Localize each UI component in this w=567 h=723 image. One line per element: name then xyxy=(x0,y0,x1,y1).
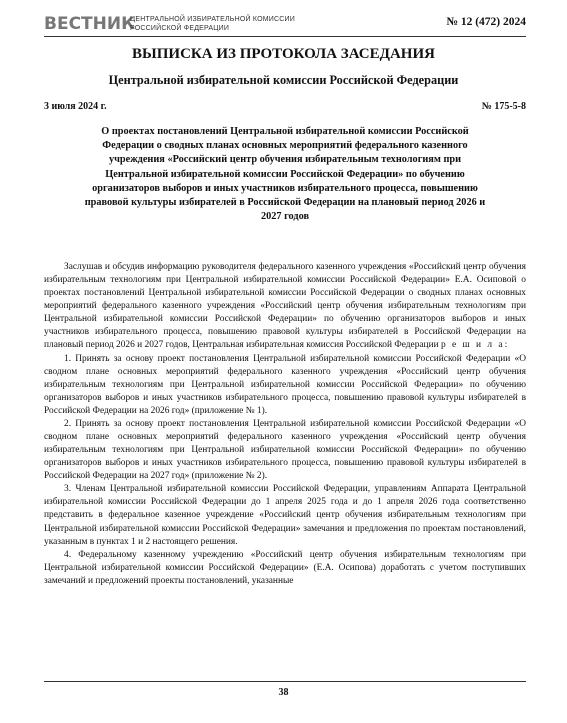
doc-date: 3 июля 2024 г. xyxy=(44,101,107,112)
decree-title: О проектах постановлений Центральной избирательной комиссии Российской Федерации о сводных планах основных мероприятий федерального казенного учреждения «Российский центр обучения избирательным технологиям при Центральной избирательной комиссии Российской Федерации» по обучению организаторов выборов и иных участников избирательного процесса, повышению правовой культуры избирателей в Российской Федерации на плановый период 2026 и 2027 годов xyxy=(84,126,486,223)
journal-header xyxy=(44,12,526,37)
intro-paragraph: Заслушав и обсудив информацию руководителя федерального казенного учреждения «Российский центр обучения избирательным технологиям при Центральной избирательной комиссии Российской Федерации» Е.А. Осиповой о проектах постановлений Центральной избирательной комиссии Российской Федерации о сводных планах основных мероприятий федерального казенного учреждения «Российский центр обучения избирательным технологиям при Центральной избирательной комиссии Российской Федерации» по обучению организаторов выборов и иных участников избирательного процесса, повышению правовой культуры избирателей в Российской Федерации на плановый период 2026 и 2027 годов, Центральная избирательная комиссия Российской Федерации р е ш и л а: xyxy=(44,262,526,351)
page-number: 38 xyxy=(278,687,289,698)
doc-title: ВЫПИСКА ИЗ ПРОТОКОЛА ЗАСЕДАНИЯ xyxy=(132,46,435,62)
journal-org: ЦЕНТРАЛЬНОЙ ИЗБИРАТЕЛЬНОЙ КОМИССИИ РОССИЙСКОЙ ФЕДЕРАЦИИ xyxy=(130,16,295,32)
journal-logo: ВЕСТНИК xyxy=(44,14,135,34)
resolves-word: р е ш и л а: xyxy=(440,340,510,351)
doc-subtitle: Центральной избирательной комиссии Российской Федерации xyxy=(108,73,459,87)
paragraph-3: 3. Членам Центральной избирательной комиссии Российской Федерации, управлениям Аппарата Центральной избирательной комиссии Российской Федерации до 1 апреля 2025 года и до 1 апреля 2026 года соответственно представить в федеральное казенное учреждение «Российский центр обучения избирательным технологиям при Центральной избирательной комиссии Российской Федерации» замечания и предложения по проектам постановлений, указанным в пунктах 1 и 2 настоящего решения. xyxy=(44,484,526,547)
issue-number: № 12 (472) 2024 xyxy=(446,16,526,28)
body-text xyxy=(44,261,526,588)
paragraph-1: 1. Принять за основу проект постановления Центральной избирательной комиссии Российской Федерации «О сводном плане основных мероприятий федерального казенного учреждения «Российский центр обучения избирательным технологиям при Центральной избирательной комиссии Российской Федерации» по обучению организаторов выборов и иных участников избирательного процесса, повышению правовой культуры избирателей в Российской Федерации на 2026 год» (приложение № 1). xyxy=(44,353,526,416)
paragraph-2: 2. Принять за основу проект постановления Центральной избирательной комиссии Российской Федерации «О сводном плане основных мероприятий федерального казенного учреждения «Российский центр обучения избирательным технологиям при Центральной избирательной комиссии Российской Федерации» по обучению организаторов выборов и иных участников избирательного процесса, повышению правовой культуры избирателей в Российской Федерации на 2027 год» (приложение № 2). xyxy=(44,418,526,482)
doc-number: № 175-5-8 xyxy=(481,101,526,112)
paragraph-4: 4. Федеральному казенному учреждению «Российский центр обучения избирательным технологиям при Центральной избирательной комиссии Российской Федерации» (Е.А. Осипова) доработать с учетом поступивших замечаний и предложений проекты постановлений, указанные xyxy=(44,549,526,586)
footer-divider xyxy=(44,681,526,682)
